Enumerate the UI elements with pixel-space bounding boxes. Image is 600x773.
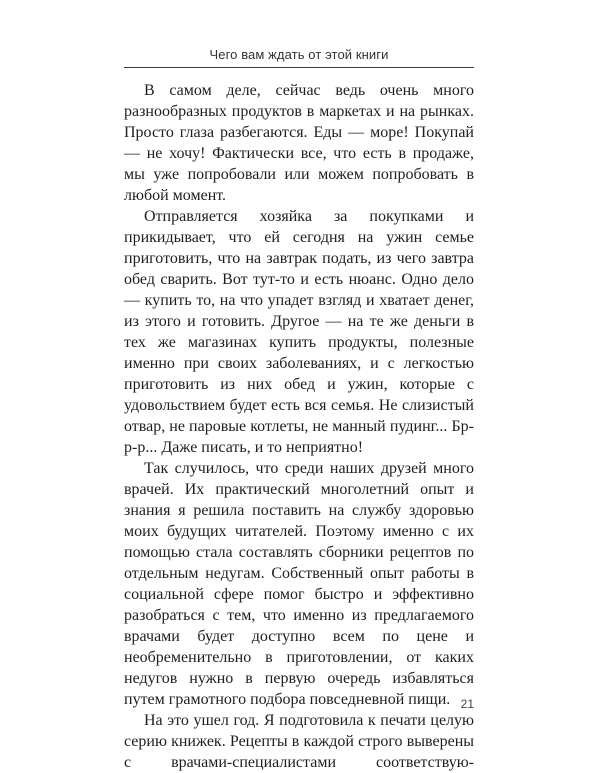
body-text — [124, 80, 474, 773]
running-header: Чего вам ждать от этой книги — [209, 47, 389, 62]
paragraph: В самом деле, сейчас ведь очень много разнообразных продуктов в маркетах и на рынках. Просто глаза разбегаются. Еды — море! Покупай — не хочу! Фактически все, что есть в продаже, мы уже попробовали или можем попробовать в любой момент. — [124, 82, 474, 204]
page-number: 21 — [460, 697, 474, 711]
paragraph: На это ушел год. Я подготовила к печати целую серию книжек. Рецепты в каждой строго выверены с врачами-специалистами соответствую- — [124, 712, 474, 771]
paragraph: Отправляется хозяйка за покупками и прикидывает, что ей сегодня на ужин семье приготовить, что на завтрак подать, из чего завтра обед сварить. Вот тут-то и есть нюанс. Одно дело — купить то, на что упадет взгляд и хватает денег, из этого и готовить. Другое — на те же деньги в тех же магазинах купить продукты, полезные именно при своих заболеваниях, и с легкостью приготовить из них обед и ужин, которые с удовольствием будет есть вся семья. Не слизистый отвар, не паровые котлеты, не манный пудинг... Бр-р-р... Даже писать, и то неприятно! — [124, 208, 474, 456]
header-rule — [124, 67, 474, 68]
paragraph: Так случилось, что среди наших друзей много врачей. Их практический многолетний опыт и знания я решила поставить на службу здоровью моих будущих читателей. Поэтому именно с их помощью стала составлять сборники рецептов по отдельным недугам. Собственный опыт работы в социальной сфере помог быстро и эффективно разобраться с тем, что именно из предлагаемого врачами будет доступно всем по цене и необременительно в приготовлении, от каких недугов нужно в первую очередь избавляться путем грамотного подбора повседневной пищи. — [124, 460, 474, 708]
